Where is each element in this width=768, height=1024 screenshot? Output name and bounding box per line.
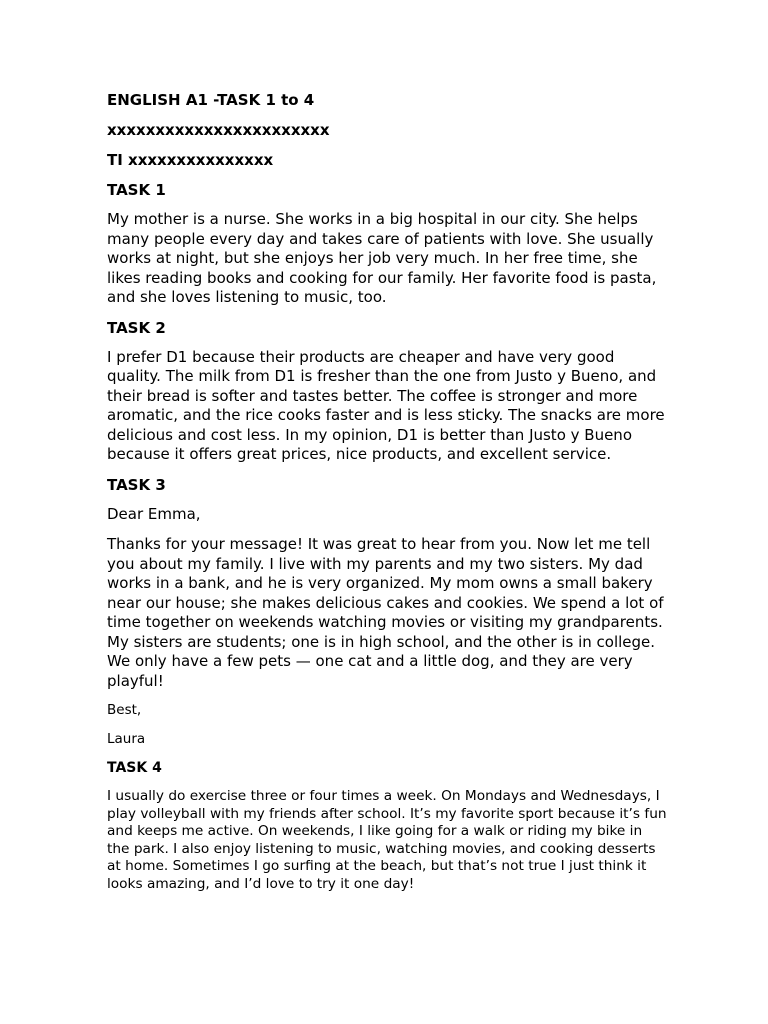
task3-closing: Best, xyxy=(107,702,142,718)
task4-paragraph: I usually do exercise three or four times a week. On Mondays and Wednesdays, I play volleyball with my friends after school. It’s my favorite sport because it’s fun and keeps me active. On weekends, I like going for a walk or riding my bike in the park. I also enjoy listening to music, watching movies, and cooking desserts at home. Sometimes I go surfing at the beach, but that’s not true I just think it looks amazing, and I’d love to try it one day! xyxy=(107,788,667,892)
task4-heading: TASK 4 xyxy=(107,760,162,776)
task3-signature: Laura xyxy=(107,731,146,747)
student-id-line: TI xxxxxxxxxxxxxxx xyxy=(107,151,274,169)
task2-paragraph: I prefer D1 because their products are cheaper and have very good quality. The milk from D1 is fresher than the one from Justo y Bueno, and their bread is softer and tastes better. The coffee is stronger and more aromatic, and the rice cooks faster and is less sticky. The snacks are more delicious and cost less. In my opinion, D1 is better than Justo y Bueno because it offers great prices, nice products, and excellent service. xyxy=(107,347,665,463)
task3-greeting: Dear Emma, xyxy=(107,504,201,523)
student-name-line: xxxxxxxxxxxxxxxxxxxxxxx xyxy=(107,121,330,139)
task1-heading: TASK 1 xyxy=(107,181,166,199)
task3-heading: TASK 3 xyxy=(107,475,166,494)
task3-paragraph: Thanks for your message! It was great to hear from you. Now let me tell you about my family. I live with my parents and my two sisters. My dad works in a bank, and he is very organized. My mom owns a small bakery near our house; she makes delicious cakes and cookies. We spend a lot of time together on weekends watching movies or visiting my grandparents. My sisters are students; one is in high school, and the other is in college. We only have a few pets — one cat and a little dog, and they are very playful! xyxy=(107,535,664,690)
task2-heading: TASK 2 xyxy=(107,318,166,337)
document-title: ENGLISH A1 -TASK 1 to 4 xyxy=(107,91,315,109)
document-page xyxy=(107,90,667,893)
task1-paragraph: My mother is a nurse. She works in a big hospital in our city. She helps many people every day and takes care of patients with love. She usually works at night, but she enjoys her job very much. In her free time, she likes reading books and cooking for our family. Her favorite food is pasta, and she loves listening to music, too. xyxy=(107,210,657,306)
